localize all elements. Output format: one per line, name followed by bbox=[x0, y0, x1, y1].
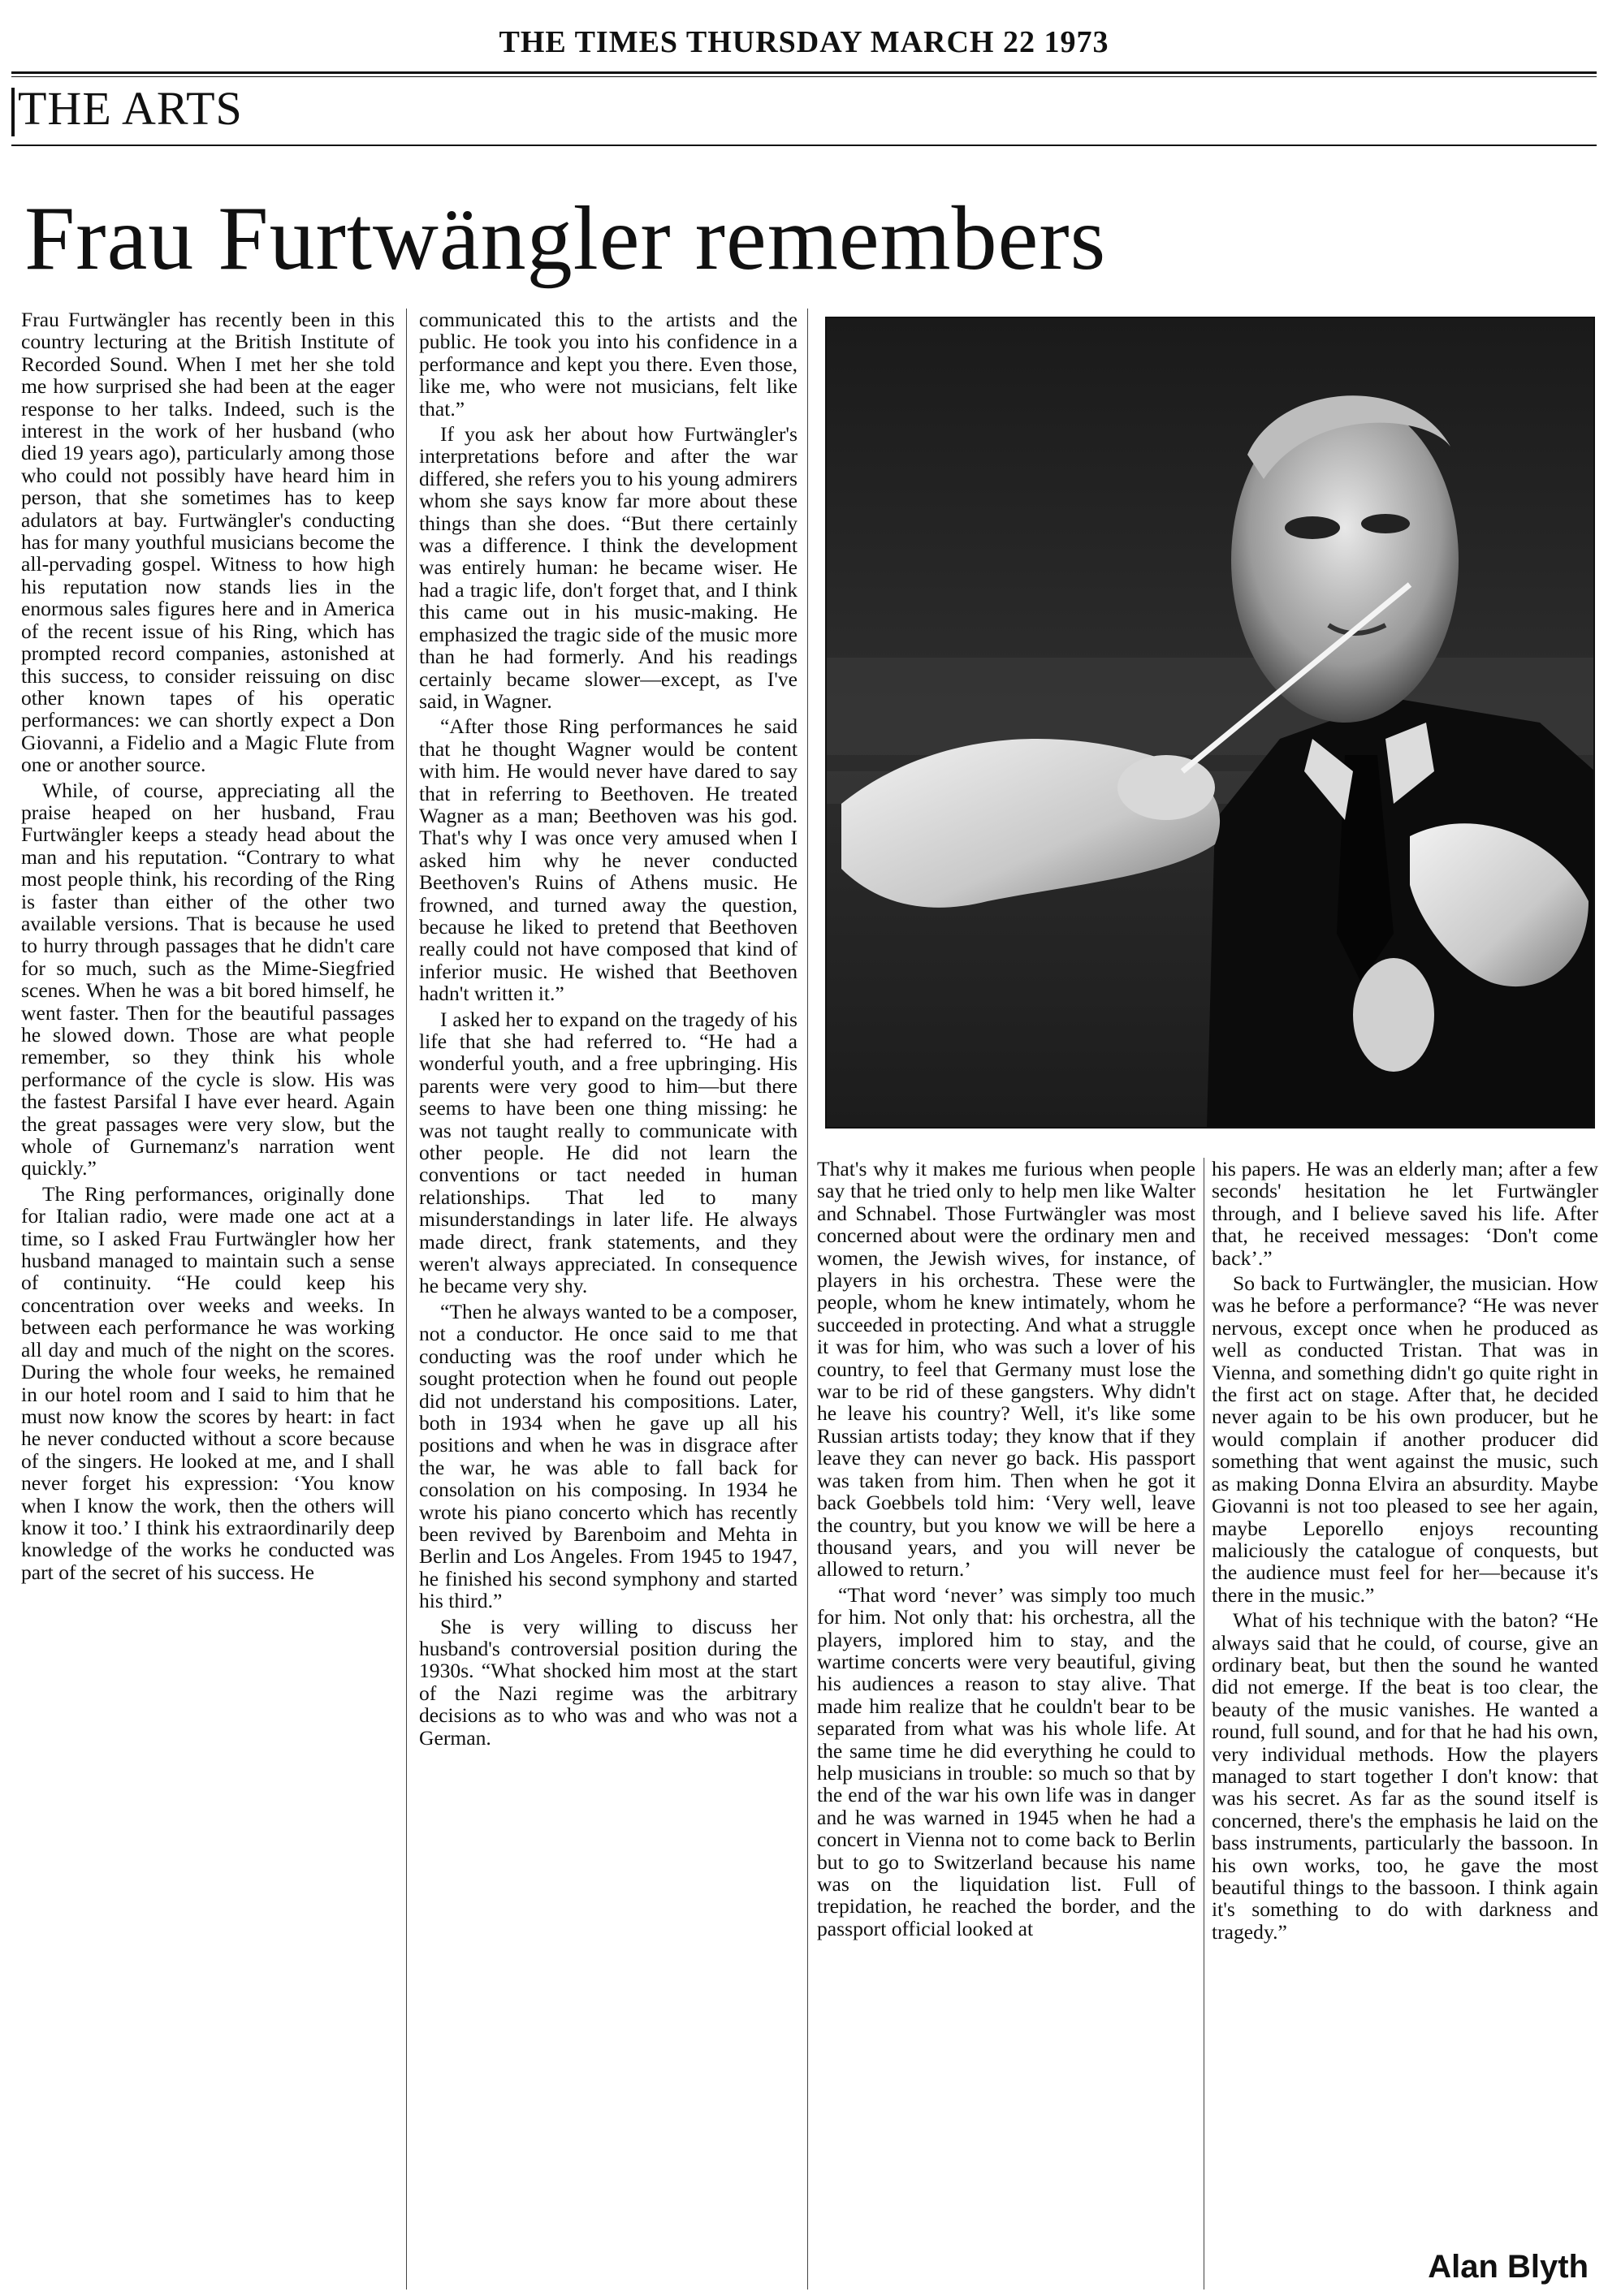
paragraph: The Ring performances, originally done for Italian radio, were made one act at a time, so I asked Frau Furtwängler how her husband managed to maintain such a sense of continuity. “He could keep his concentration over weeks and weeks. In between each performance he was working all day and much of the night on the scores. During the whole four weeks, he remained in our hotel room and I said to him that he must now know the scores by heart: in fact he never conducted without a score because of the singers. He looked at me, and I shall never forget his expression: ‘You know when I know the work, then the others will know it too.’ I think his extraordinarily deep knowledge of the works he conducted was part of the secret of his success. He bbox=[21, 1181, 395, 1584]
article-column-4 bbox=[1212, 1158, 1598, 1946]
paragraph: his papers. He was an elderly man; after a few seconds' hesitation he let Furtwängler through, and I believe saved his life. After that, he received messages: ‘Don't come back’.” bbox=[1212, 1157, 1598, 1270]
paragraph: That's why it makes me furious when people say that he tried only to help men like Walter and Schnabel. Those Furtwängler was most concerned about were the ordinary men and women, the Jewish wives, for instance, of players in his orchestra. These were the people, whom he knew intimately, whom he succeeded in protecting. And what a struggle it was for him, who was such a lover of his country, to feel that Germany must lose the war to be rid of these gangsters. Why didn't he leave his country? Well, it's like some Russian artists today; they know that if they leave they can never go back. His passport was taken from him. Then when he got it back Goebbels told him: ‘Very well, leave the country, but you know we will be here a thousand years, and you will never be allowed to return.’ bbox=[817, 1157, 1195, 1582]
paragraph: communicated this to the artists and the public. He took you into his confidence in a performance and kept you there. Even those, like me, who were not musicians, felt like that.” bbox=[419, 308, 798, 421]
paragraph: I asked her to expand on the tragedy of his life that she had referred to. “He had a wonderful youth, and a free upbringing. His parents were very good to him—but there seems to have been one thing missing: he was not taught really to communicate with other people. He did not learn the conventions or tact needed in human relationships. That led to many misunderstandings in later life. He always made direct, frank statements, and they weren't always appreciated. In consequence he became very shy. bbox=[419, 1007, 798, 1298]
paragraph: So back to Furtwängler, the musician. How was he before a performance? “He was never nervous, except once when he produced as well as conducted Tristan. That was in Vienna, and something didn't go quite right in the first act on stage. After that, he decided never again to be his own producer, but he would complain if another producer did something that went against the music, such as making Donna Elvira an absurdity. Maybe Giovanni is not too pleased to see her again, maybe Leporello enjoys recounting maliciously the catalogue of conquests, but the audience must feel for her—because it's there in the music.” bbox=[1212, 1271, 1598, 1607]
paragraph: What of his technique with the baton? “He always said that he could, of course, give an ordinary beat, but then the sound he wanted did not emerge. If the beat is too clear, the beauty of the music vanishes. He wanted a round, full sound, and for that he had his own, very individual methods. How the players managed to start together I don't know: that was his secret. As far as the sound itself is concerned, there's the emphasis he laid on the bass instruments, particularly the bassoon. In his own works, too, he gave the most beautiful things to the bassoon. I think again it's something to do with darkness and tragedy.” bbox=[1212, 1608, 1598, 1944]
column-rule bbox=[807, 309, 808, 2290]
paragraph: “After those Ring performances he said that he thought Wagner would be content with him. He would never have dared to say that in referring to Beethoven. He treated Wagner as a man; Beethoven was his god. That's why I was once very amused when I asked him why he never conducted Beethoven's Ruins of Athens music. He frowned, and turned away the question, because he liked to pretend that Beethoven really could not have composed that kind of inferior music. He wished that Beethoven hadn't written it.” bbox=[419, 714, 798, 1006]
article-column-2 bbox=[419, 309, 798, 1752]
article-column-3 bbox=[817, 1158, 1195, 1943]
section-rule bbox=[11, 145, 1597, 146]
section-label: THE ARTS bbox=[18, 82, 243, 135]
paragraph: “Then he always wanted to be a composer, not a conductor. He once said to me that conducting was the roof under which he sought protection when he found out people did not understand his compositions. Later, both in 1934 when he gave up all his positions and when he was in disgrace after the war, he was able to fall back for consolation on his composing. In 1934 he wrote his piano concerto which has recently been revived by Barenboim and Mehta in Berlin and Los Angeles. From 1945 to 1947, he finished his second symphony and started his third.” bbox=[419, 1299, 798, 1613]
conductor-photo bbox=[825, 317, 1595, 1129]
masthead-rule-thin bbox=[11, 76, 1597, 77]
paragraph: She is very willing to discuss her husband's controversial position during the 1930s. “What shocked him most at the start of the Nazi regime was the arbitrary decisions as to who was and who was not a German. bbox=[419, 1614, 798, 1750]
paragraph: While, of course, appreciating all the praise heaped on her husband, Frau Furtwängler keeps a steady head about the man and his reputation. “Contrary to what most people think, his recording of the Ring is faster than either of the other two available versions. That is because he used to hurry through passages that he didn't care for so much, such as the Mime-Siegfried scenes. When he was a bit bored himself, he went faster. Then for the beautiful passages he slowed down. Those are what people remember, so they think his whole performance of the cycle is slow. His was the fastest Parsifal I have ever heard. Again the great passages were very slow, but the whole of Gurnemanz's narration went quickly.” bbox=[21, 778, 395, 1180]
headline: Frau Furtwängler remembers bbox=[24, 188, 1107, 289]
paragraph: If you ask her about how Furtwängler's interpretations before and after the war differed, she refers you to his young admirers whom she says know far more about these things than she does. “But there certainly was a difference. I think the development was entirely human: he became wiser. He had a tragic life, don't forget that, and I think this came out in his music-making. He emphasized the tragic side of the music more than he had formerly. And his readings certainly became slower—except, as I've said, in Wagner. bbox=[419, 422, 798, 713]
masthead-rule bbox=[11, 71, 1597, 74]
paragraph: “That word ‘never’ was simply too much for him. Not only that: his orchestra, all the players, implored him to stay, and the wartime concerts were very beautiful, giving his audiences a reason to stay alive. That made him realize that he couldn't bear to be separated from what was his whole life. At the same time he did everything he could to help musicians in trouble: so much so that by the end of the war his own life was in danger and he was warned in 1945 when he had a concert in Vienna not to come back to Berlin but to go to Switzerland because his name was on the liquidation list. Full of trepidation, he reached the border, and the passport official looked at bbox=[817, 1582, 1195, 1940]
masthead-title: THE TIMES THURSDAY MARCH 22 1973 bbox=[499, 25, 1109, 59]
masthead bbox=[0, 15, 1608, 63]
article-column-1 bbox=[21, 309, 395, 1586]
section-bar bbox=[11, 88, 15, 136]
byline: Alan Blyth bbox=[1428, 2249, 1589, 2285]
paragraph: Frau Furtwängler has recently been in this country lecturing at the British Institute of Recorded Sound. When I met her she told me how surprised she had been at the eager response to her talks. Indeed, such is the interest in the work of her husband (who died 19 years ago), particularly among those who could not possibly have heard him in person, that she sometimes has to keep adulators at bay. Furtwängler's conducting has for many youthful musicians become the all-pervading gospel. Witness to how high his reputation now stands lies in the enormous sales figures here and in America of the recent issue of his Ring, which has prompted record companies, astonished at this success, to consider reissuing on disc other known tapes of his operatic performances: we can shortly expect a Don Giovanni, a Fidelio and a Magic Flute from one or another source. bbox=[21, 308, 395, 777]
conductor-photo-icon bbox=[825, 317, 1595, 1129]
column-rule bbox=[406, 309, 407, 2290]
